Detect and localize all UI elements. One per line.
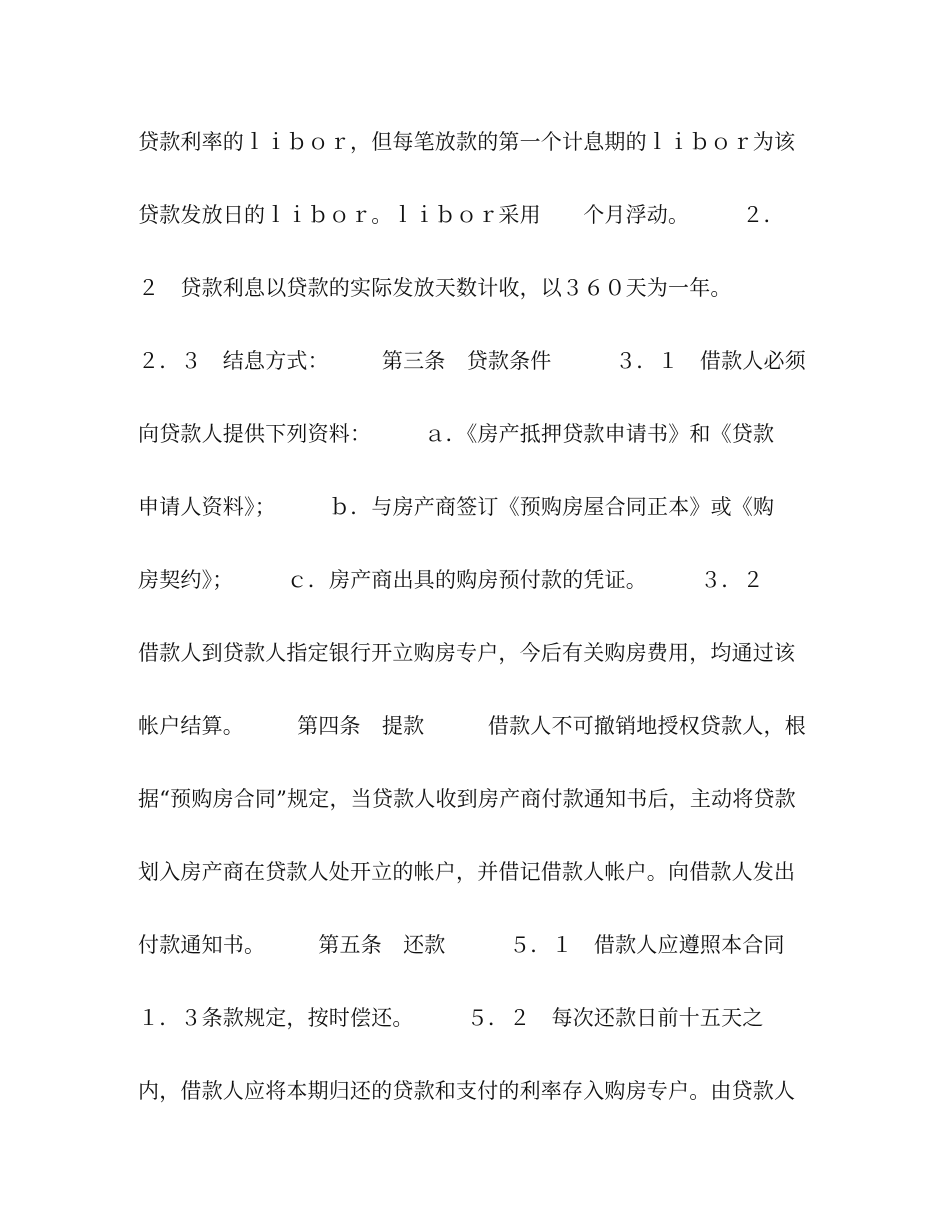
text-line-14: 内，借款人应将本期归还的贷款和支付的利率存入购房专户。由贷款人 [138,1079,796,1103]
text-line-12: 付款通知书。 第五条 还款 ５．１ 借款人应遵照本合同 [138,933,785,957]
text-line-1: 贷款利率的ｌｉｂｏｒ，但每笔放款的第一个计息期的ｌｉｂｏｒ为该 [138,130,796,154]
text-line-5: 向贷款人提供下列资料： ａ．《房产抵押贷款申请书》和《贷款 [138,422,775,446]
text-line-7: 房契约》； ｃ．房产商出具的购房预付款的凭证。 ３．２ [138,568,764,592]
text-line-13: １．３条款规定，按时偿还。 ５．２ 每次还款日前十五天之 [138,1006,764,1030]
text-line-6: 申请人资料》； ｂ．与房产商签订《预购房屋合同正本》或《购 [138,495,775,519]
text-line-11: 划入房产商在贷款人处开立的帐户，并借记借款人帐户。向借款人发出 [138,860,796,884]
text-line-8: 借款人到贷款人指定银行开立购房专户，今后有关购房费用，均通过该 [138,641,796,665]
text-line-3: ２ 贷款利息以贷款的实际发放天数计收，以３６０天为一年。 [138,276,732,300]
text-line-10: 据“预购房合同”规定，当贷款人收到房产商付款通知书后，主动将贷款 [138,787,796,811]
text-line-4: ２．３ 结息方式： 第三条 贷款条件 ３．１ 借款人必须 [138,349,806,373]
text-line-9: 帐户结算。 第四条 提款 借款人不可撤销地授权贷款人，根 [138,714,806,738]
text-line-2: 贷款发放日的ｌｉｂｏｒ。ｌｉｂｏｒ采用 个月浮动。 ２． [138,203,785,227]
